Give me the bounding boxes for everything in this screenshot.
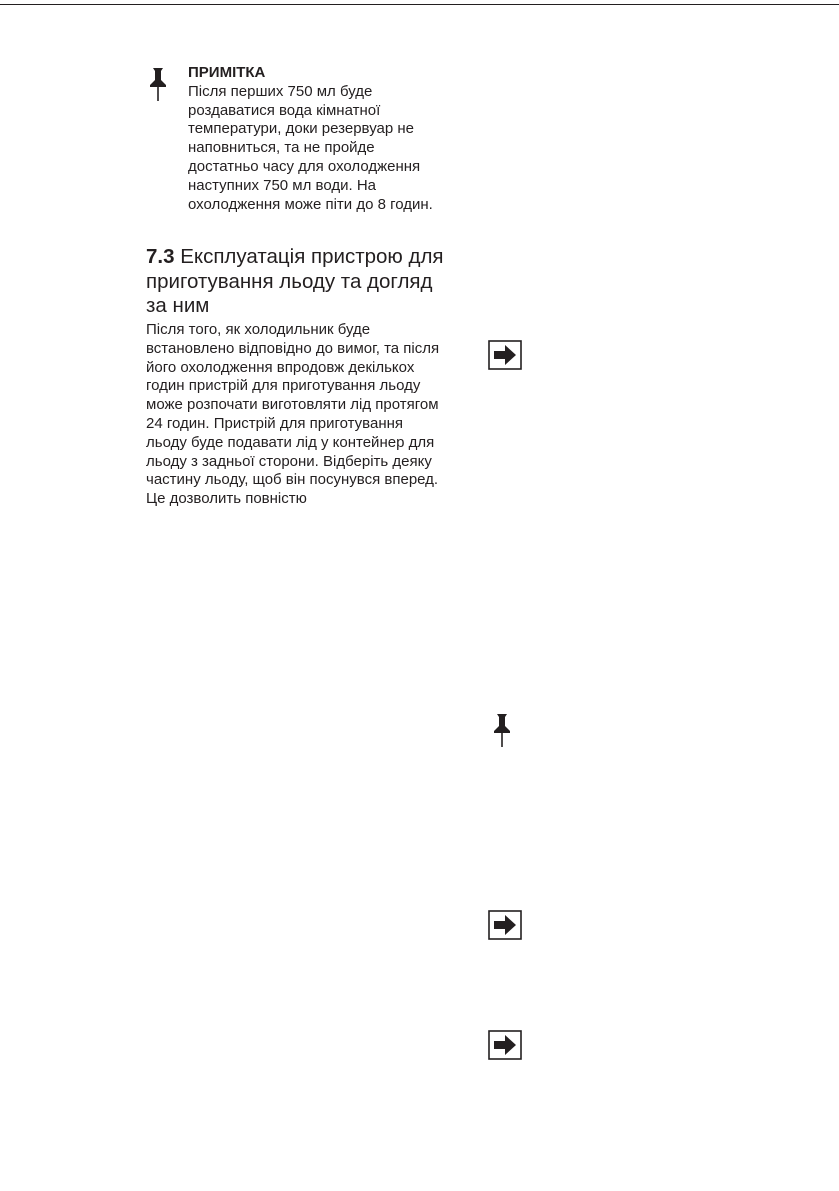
section-number: 7.3: [146, 245, 175, 268]
section-title: Експлуатація пристрою для приготування льоду та догляд за ним: [146, 245, 444, 317]
arrow-right-icon: [488, 1030, 522, 1060]
page-top-rule: [0, 4, 839, 5]
arrow-right-icon: [488, 340, 522, 370]
note-title: ПРИМІТКА: [188, 64, 266, 81]
section-heading: [146, 245, 446, 319]
note-block: [188, 64, 448, 214]
section-body-text: Після того, як холодильник буде встановлено відповідно до вимог, та після його охолодження впродовж декількох годин пристрій для приготування льоду може розпочати виготовляти лід протягом 24 годин. Пристрій для приготування льоду буде подавати лід у контейнер для льоду з задньої сторони. Відберіть деяку частину льоду, щоб він посунувся вперед. Це дозволить повністю: [146, 321, 440, 508]
pushpin-icon: [146, 66, 170, 102]
note-text: Після перших 750 мл буде роздаватися вода кімнатної температури, доки резервуар не наповниться, та не пройде достатньо часу для охолодження наступних 750 мл води. На охолодження може піти до 8 годин.: [188, 82, 433, 213]
pushpin-icon: [490, 712, 514, 748]
arrow-right-icon: [488, 910, 522, 940]
